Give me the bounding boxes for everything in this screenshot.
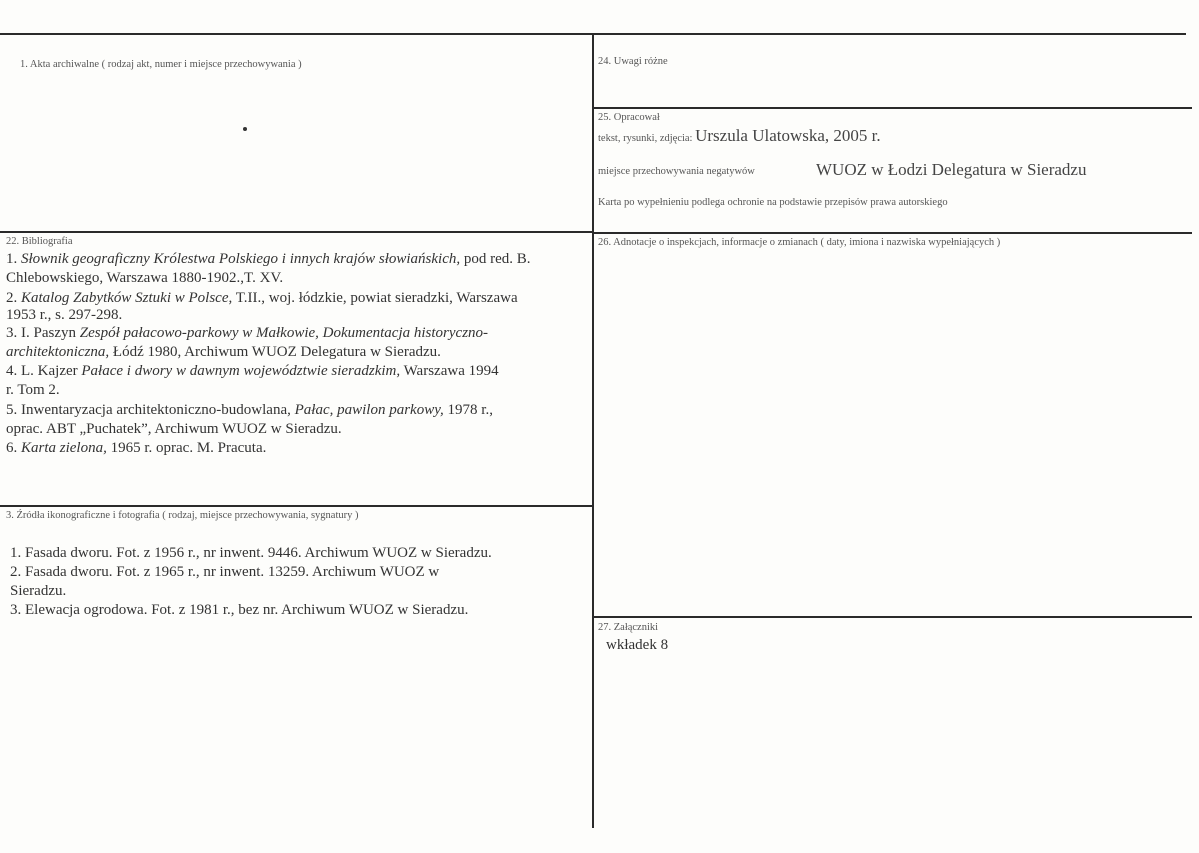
- bibliography-line: 3. I. Paszyn Zespół pałacowo-parkowy w Małkowie, Dokumentacja historyczno-: [6, 325, 489, 341]
- bibliography-line: Chlebowskiego, Warszawa 1880-1902.,T. XV.: [6, 270, 284, 286]
- center-divider: [592, 33, 594, 828]
- author-value: Urszula Ulatowska, 2005 r.: [695, 126, 881, 145]
- bibliography-line: 2. Katalog Zabytków Sztuki w Polsce, T.II., woj. łódzkie, powiat sieradzki, Warszawa: [6, 290, 518, 306]
- iconography-line: Sieradzu.: [10, 583, 67, 599]
- divider-left-1-22: [0, 231, 592, 233]
- iconography-line: 3. Elewacja ogrodowa. Fot. z 1981 r., bez nr. Archiwum WUOZ w Sieradzu.: [10, 602, 469, 618]
- copyright-note: Karta po wypełnieniu podlega ochronie na podstawie przepisów prawa autorskiego: [598, 197, 948, 208]
- divider-left-22-3: [0, 505, 592, 507]
- bibliography-line: 4. L. Kajzer Pałace i dwory w dawnym województwie sieradzkim, Warszawa 1994: [6, 363, 499, 379]
- bibliography-line: 5. Inwentaryzacja architektoniczno-budowlana, Pałac, pawilon parkowy, 1978 r.,: [6, 402, 493, 418]
- divider-24-25: [592, 107, 1192, 109]
- negatives-value: WUOZ w Łodzi Delegatura w Sieradzu: [816, 160, 1087, 179]
- iconography-line: 1. Fasada dworu. Fot. z 1956 r., nr inwent. 9446. Archiwum WUOZ w Sieradzu.: [10, 545, 492, 561]
- section-24-label: 24. Uwagi różne: [598, 56, 668, 67]
- negatives-label: miejsce przechowywania negatywów: [598, 166, 755, 177]
- bibliography-line: 6. Karta zielona, 1965 r. oprac. M. Pracuta.: [6, 440, 267, 456]
- ink-dot: [243, 127, 247, 131]
- section-22-label: 22. Bibliografia: [6, 236, 73, 247]
- divider-right-25-26: [592, 232, 1192, 234]
- section-26-label: 26. Adnotacje o inspekcjach, informacje o zmianach ( daty, imiona i nazwiska wypełniających ): [598, 237, 1001, 248]
- section-27-label: 27. Załączniki: [598, 622, 659, 633]
- bibliography-line: r. Tom 2.: [6, 382, 60, 398]
- author-label: tekst, rysunki, zdjęcia:: [598, 133, 696, 144]
- bibliography-line: 1. Słownik geograficzny Królestwa Polskiego i innych krajów słowiańskich, pod red. B.: [6, 251, 531, 267]
- bibliography-line: architektoniczna, Łódź 1980, Archiwum WUOZ Delegatura w Sieradzu.: [6, 344, 441, 360]
- section-3-label: 3. Źródła ikonograficzne i fotografia ( rodzaj, miejsce przechowywania, sygnatury ): [6, 510, 359, 521]
- bibliography-line: oprac. ABT „Puchatek”, Archiwum WUOZ w Sieradzu.: [6, 421, 342, 437]
- divider-right-26-27: [592, 616, 1192, 618]
- iconography-line: 2. Fasada dworu. Fot. z 1965 r., nr inwent. 13259. Archiwum WUOZ w: [10, 564, 440, 580]
- bibliography-line: 1953 r., s. 297-298.: [6, 307, 123, 323]
- attachments-value: wkładek 8: [606, 637, 669, 653]
- author-line: [598, 126, 881, 146]
- section-25-label: 25. Opracował: [598, 112, 660, 123]
- section-1-label: 1. Akta archiwalne ( rodzaj akt, numer i miejsce przechowywania ): [20, 59, 302, 70]
